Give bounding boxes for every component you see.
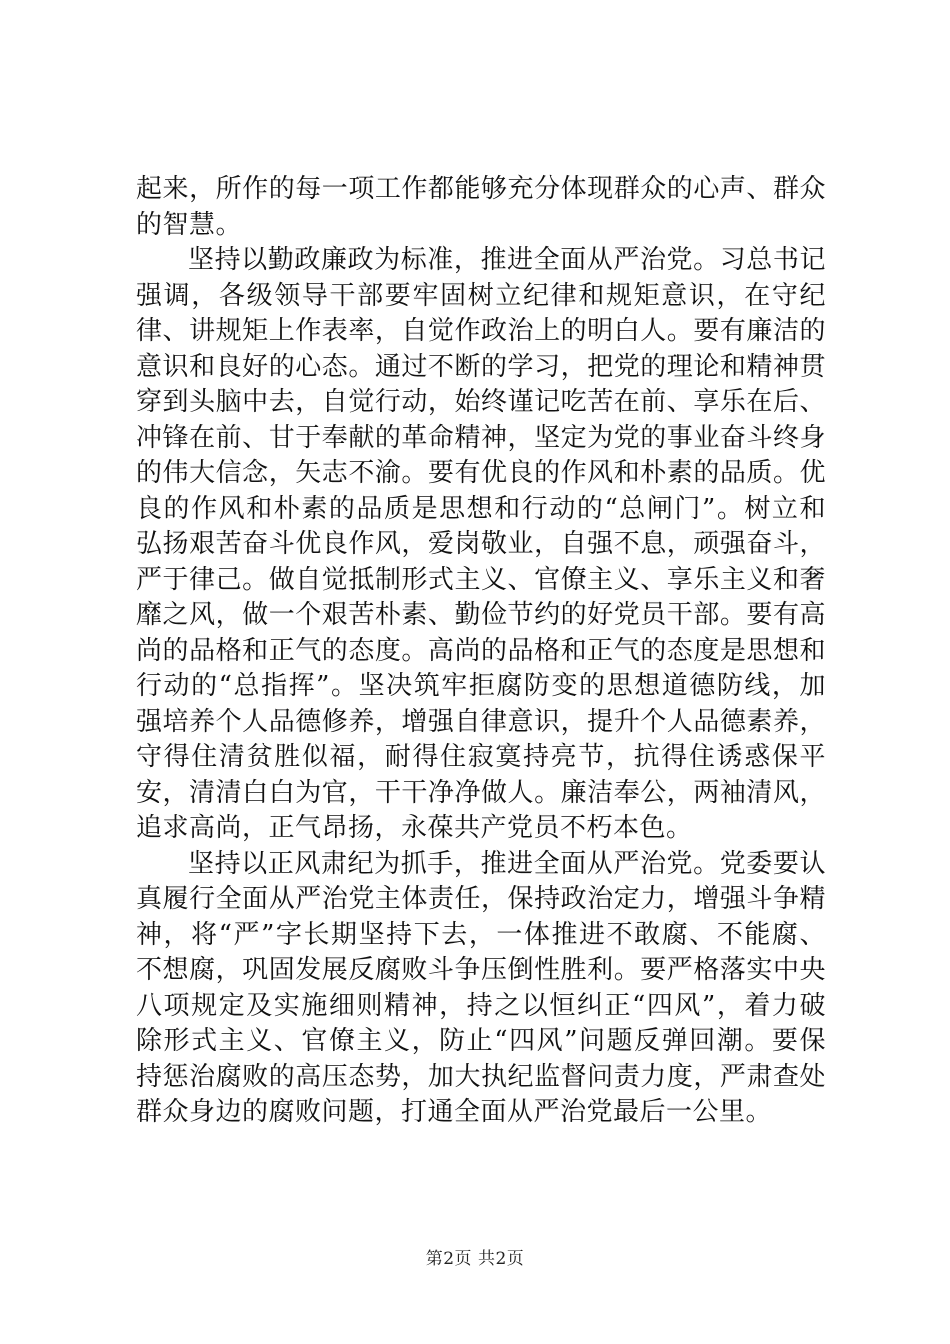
page-number-footer: 第2页 共2页: [425, 1249, 525, 1269]
paragraph-diligence-integrity: 坚持以勤政廉政为标准，推进全面从严治党。习总书记强调，各级领导干部要牢固树立纪律和规矩意识，在守纪律、讲规矩上作表率，自觉作政治上的明白人。要有廉洁的意识和良好的心态。通过不断的学习，把党的理论和精神贯穿到头脑中去，自觉行动，始终谨记吃苦在前、享乐在后、冲锋在前、甘于奉献的革命精神，坚定为党的事业奋斗终身的伟大信念，矢志不渝。要有优良的作风和朴素的品质。优良的作风和朴素的品质是思想和行动的“总闸门”。树立和弘扬艰苦奋斗优良作风，爱岗敬业，自强不息，顽强奋斗，严于律己。做自觉抵制形式主义、官僚主义、享乐主义和奢靡之风，做一个艰苦朴素、勤俭节约的好党员干部。要有高尚的品格和正气的态度。高尚的品格和正气的态度是思想和行动的“总指挥”。坚决筑牢拒腐防变的思想道德防线，加强培养个人品德修养，增强自律意识，提升个人品德素养，守得住清贫胜似福，耐得住寂寞持亮节，抗得住诱惑保平安，清清白白为官，干干净净做人。廉洁奉公，两袖清风，追求高尚，正气昂扬，永葆共产党员不朽本色。: [136, 245, 826, 843]
paragraph-continuation: 起来，所作的每一项工作都能够充分体现群众的心声、群众的智慧。: [136, 174, 826, 240]
paragraph-discipline: 坚持以正风肃纪为抓手，推进全面从严治党。党委要认真履行全面从严治党主体责任，保持政治定力，增强斗争精神，将“严”字长期坚持下去，一体推进不敢腐、不能腐、不想腐，巩固发展反腐败斗争压倒性胜利。要严格落实中央八项规定及实施细则精神，持之以恒纠正“四风”，着力破除形式主义、官僚主义，防止“四风”问题反弹回潮。要保持惩治腐败的高压态势，加大执纪监督问责力度，严肃查处群众身边的腐败问题，打通全面从严治党最后一公里。: [136, 848, 826, 1127]
document-body: [136, 172, 826, 1131]
